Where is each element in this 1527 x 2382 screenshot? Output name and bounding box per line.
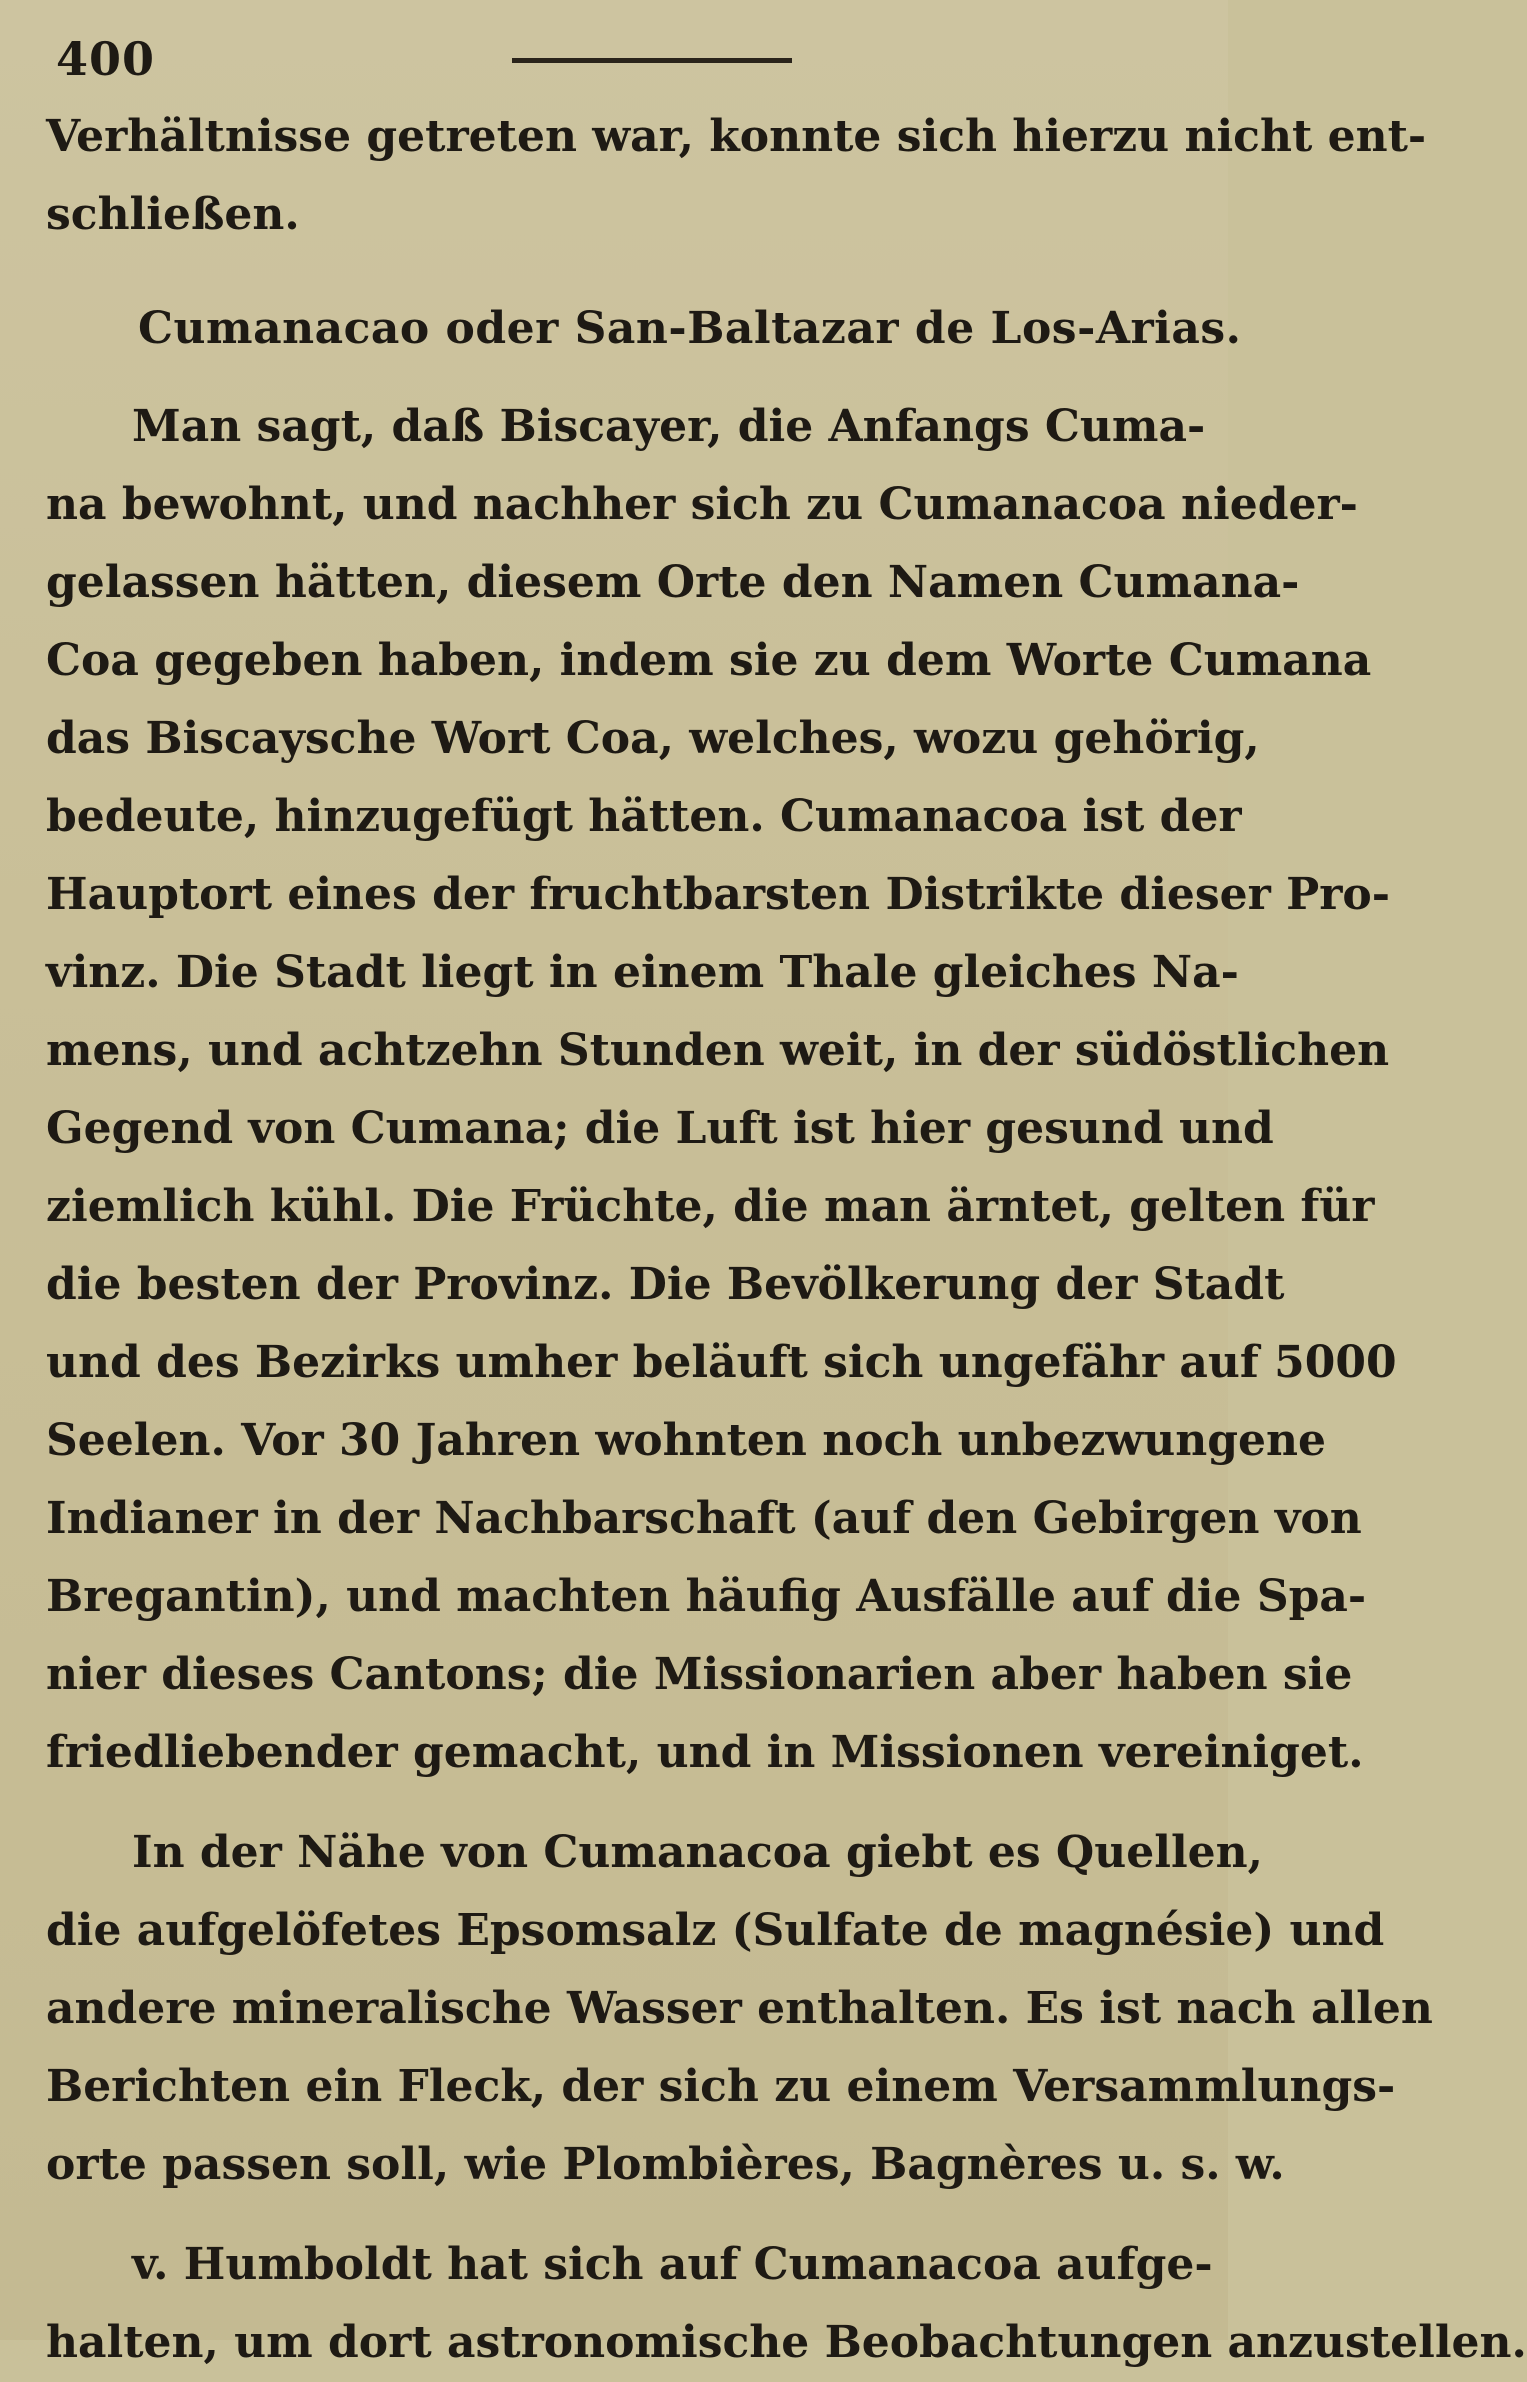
text-line: Indianer in der Nachbarschaft (auf den Gebirgen von	[46, 1493, 1362, 1544]
text-line: Berichten ein Fleck, der sich zu einem Versammlungs-	[46, 2061, 1396, 2112]
text-line: die besten der Provinz. Die Bevölkerung der Stadt	[46, 1259, 1285, 1310]
text-line: In der Nähe von Cumanacoa giebt es Quellen,	[132, 1827, 1263, 1878]
text-line: Gegend von Cumana; die Luft ist hier gesund und	[46, 1103, 1274, 1154]
text-line: Seelen. Vor 30 Jahren wohnten noch unbezwungene	[46, 1415, 1326, 1466]
text-line: halten, um dort astronomische Beobachtungen anzustellen.	[46, 2317, 1527, 2368]
text-line: mens, und achtzehn Stunden weit, in der südöstlichen	[46, 1025, 1390, 1076]
text-line: Verhältnisse getreten war, konnte sich hierzu nicht ent-	[46, 111, 1427, 162]
text-line: bedeute, hinzugefügt hätten. Cumanacoa ist der	[46, 791, 1242, 842]
body-text	[46, 98, 1527, 2382]
text-line: orte passen soll, wie Plombières, Bagnères u. s. w.	[46, 2139, 1285, 2190]
text-line: nier dieses Cantons; die Missionarien aber haben sie	[46, 1649, 1353, 1700]
text-line: vinz. Die Stadt liegt in einem Thale gleiches Na-	[46, 947, 1239, 998]
text-line: andere mineralische Wasser enthalten. Es ist nach allen	[46, 1983, 1433, 2034]
text-line: friedliebender gemacht, und in Missionen vereiniget.	[46, 1727, 1364, 1778]
text-line: das Biscaysche Wort Coa, welches, wozu gehörig,	[46, 713, 1260, 764]
text-line: Hauptort eines der fruchtbarsten Distrikte dieser Pro-	[46, 869, 1391, 920]
page-header	[50, 28, 1190, 88]
header-rule	[512, 58, 792, 63]
text-line: die aufgelöfetes Epsomsalz (Sulfate de magnésie) und	[46, 1905, 1385, 1956]
text-line: schließen.	[46, 189, 300, 240]
text-line: v. Humboldt hat sich auf Cumanacoa aufge-	[132, 2239, 1213, 2290]
text-line: Coa gegeben haben, indem sie zu dem Worte Cumana	[46, 635, 1372, 686]
text-line: Bregantin), und machten häufig Ausfälle auf die Spa-	[46, 1571, 1367, 1622]
text-line: Man sagt, daß Biscayer, die Anfangs Cuma-	[132, 401, 1206, 452]
text-line: na bewohnt, und nachher sich zu Cumanacoa nieder-	[46, 479, 1358, 530]
text-line: ziemlich kühl. Die Früchte, die man ärntet, gelten für	[46, 1181, 1375, 1232]
section-heading: Cumanacao oder San-Baltazar de Los-Arias.	[138, 303, 1242, 354]
text-line: gelassen hätten, diesem Orte den Namen Cumana-	[46, 557, 1300, 608]
page-number: 400	[56, 32, 156, 86]
text-line: und des Bezirks umher beläuft sich ungefähr auf 5000	[46, 1337, 1397, 1388]
